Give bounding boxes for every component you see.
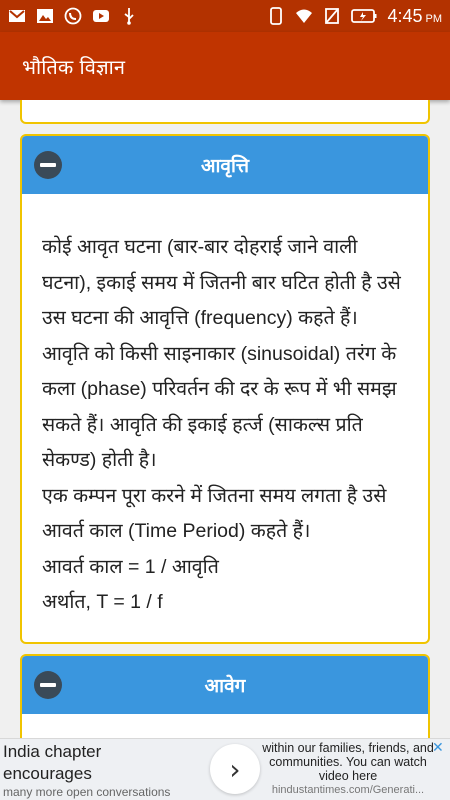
ad-line: India chapter	[3, 742, 102, 761]
card-impulse	[20, 654, 430, 738]
app-bar	[0, 32, 450, 100]
ad-line: many more open conversations	[3, 785, 171, 799]
usb-icon	[120, 7, 138, 25]
image-icon	[36, 7, 54, 25]
status-bar	[0, 0, 450, 32]
ad-banner[interactable]	[0, 738, 450, 800]
ad-line: encourages	[3, 764, 92, 783]
ad-go-button[interactable]: ›	[210, 744, 260, 794]
card-frequency	[20, 134, 430, 644]
content-scroll-area[interactable]	[0, 100, 450, 738]
phone-icon	[267, 7, 285, 25]
close-icon[interactable]: ✕	[432, 740, 444, 756]
paragraph: आवर्त काल = 1 / आवृति	[42, 555, 219, 578]
card-body-frequency	[22, 194, 428, 641]
previous-card-bottom	[20, 100, 430, 124]
ad-headline[interactable]	[3, 741, 203, 799]
paragraph: कोई आवृत घटना (बार-बार दोहराई जाने वाली घटना), इकाई समय में जितनी बार घटित होती है उसे उस घटना की आवृत्ति (frequency) कहते हैं। आवृति को किसी साइनाकार (sinusoidal) तरंग के कला (phase) परिवर्तन की दर के रूप में भी समझ सकते हैं। आवृति की इकाई हर्त्ज (साकल्स प्रति सेकण्ड) होती है।	[42, 236, 401, 471]
paragraph: अर्थात, T = 1 / f	[42, 591, 163, 613]
collapse-icon[interactable]	[34, 671, 62, 699]
clock: 4:45 PM	[387, 5, 442, 26]
card-title: आवेग	[204, 675, 246, 697]
card-title: आवृत्ति	[200, 155, 250, 177]
ad-source: hindustantimes.com/Generati...	[271, 784, 425, 796]
ad-text: within our families, friends, and communities. You can watch video here	[262, 741, 434, 783]
card-header-impulse[interactable]	[22, 656, 428, 714]
collapse-icon[interactable]	[34, 151, 62, 179]
app-title: भौतिक विज्ञान	[22, 54, 125, 79]
paragraph: एक कम्पन पूरा करने में जितना समय लगता है उसे आवर्त काल (Time Period) कहते हैं।	[42, 484, 387, 542]
gmail-icon	[8, 7, 26, 25]
ad-description[interactable]	[262, 741, 434, 797]
whatsapp-icon	[64, 7, 82, 25]
wifi-icon	[295, 7, 313, 25]
no-sim-icon	[323, 7, 341, 25]
card-header-frequency[interactable]	[22, 136, 428, 194]
battery-icon	[351, 7, 377, 25]
youtube-icon	[92, 7, 110, 25]
